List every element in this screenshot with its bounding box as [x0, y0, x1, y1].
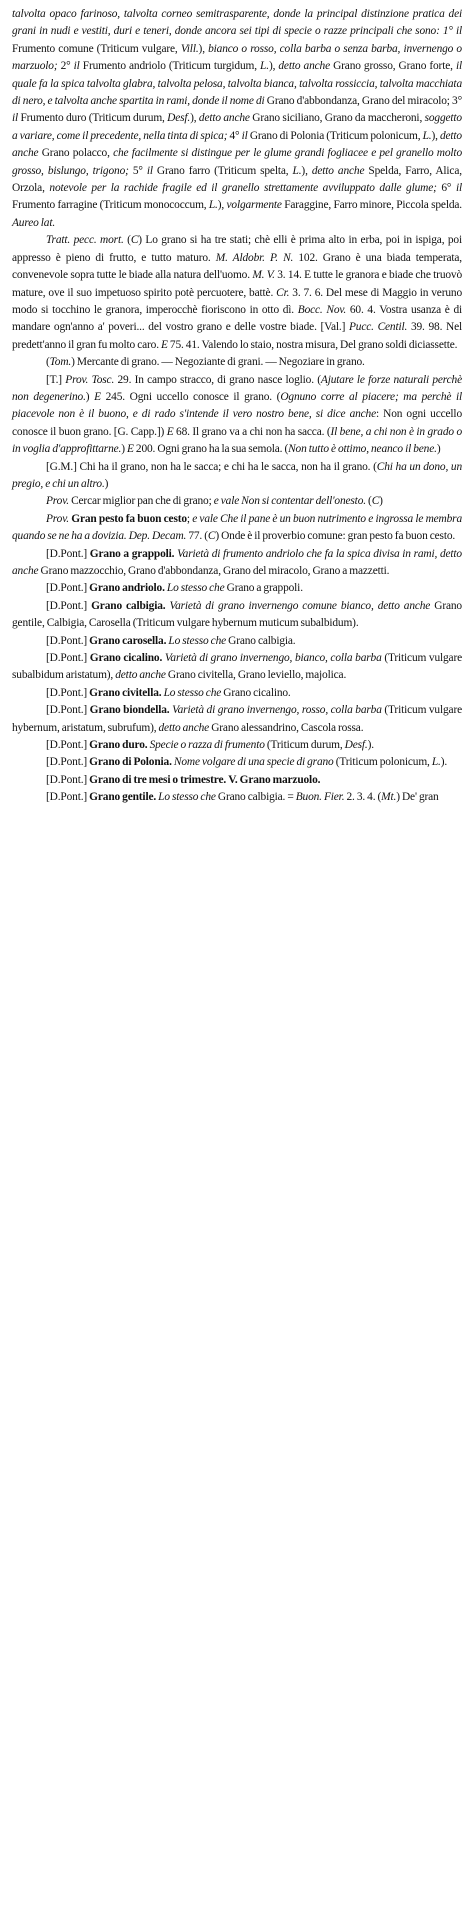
- headword: Grano civitella.: [89, 686, 162, 699]
- italic-text: Il bene, a chi non è in grado o in voglia d'approfittarne.: [12, 425, 462, 456]
- italic-text: E: [127, 443, 134, 456]
- text-run: ): [121, 443, 127, 456]
- italic-text: Non tutto è ottimo, neanco il bene.: [288, 443, 437, 456]
- text-run: [D.Pont.]: [46, 791, 90, 804]
- text-run: 102. Grano è una biada temperata, convenevole sopra tutte le biade alla natura dell'uomo.: [12, 251, 463, 282]
- text-run: Frumento comune (Triticum vulgare,: [12, 42, 181, 55]
- headword: Gran pesto fa buon cesto: [68, 512, 187, 525]
- text-run: Grano gentile, Calbigia, Carosella (Triticum vulgare hybernum muticum subalbidum).: [12, 599, 462, 630]
- text-run: Frumento duro (Triticum durum,: [20, 112, 168, 125]
- dictionary-paragraph: [12, 737, 462, 754]
- text-run: 3. 14. E tutte le granora e biade che truovò mature, ove il suo impetuoso spirito potè percuotere, battè.: [12, 269, 463, 299]
- italic-text: Prov.: [46, 495, 69, 508]
- dictionary-paragraph: [12, 511, 462, 546]
- text-run: (: [46, 356, 50, 369]
- text-run: (: [365, 495, 372, 508]
- italic-text: Specie o razza di frumento: [149, 739, 265, 752]
- text-run: Cercar miglior pan che di grano;: [68, 495, 214, 508]
- text-run: 200. Ogni grano ha la sua semola. (: [133, 443, 289, 456]
- dictionary-paragraph: [12, 633, 462, 650]
- headword: Grano marzuolo.: [239, 773, 321, 786]
- italic-text: che facilmente si distingue per le glume grandi fogliacee e pel granello molto grosso, bislungo, trigono;: [12, 147, 462, 177]
- text-run: 3. 7. 6. Del mese di Maggio in veruno modo si tocchino le granora, imperocchè fioriscono in otto dì.: [12, 286, 462, 316]
- italic-text: L.: [431, 756, 441, 769]
- text-run: 2°: [60, 60, 74, 73]
- italic-text: detto anche: [158, 721, 210, 734]
- text-run: Grano grosso, Grano forte,: [333, 60, 456, 73]
- italic-text: Aureo lat.: [12, 216, 56, 229]
- dictionary-paragraph: [12, 232, 462, 354]
- text-run: [D.Pont.]: [46, 582, 90, 595]
- dictionary-paragraph: [12, 789, 462, 806]
- italic-text: detto anche: [198, 112, 253, 125]
- text-run: 75. 41. Valendo lo staio, nostra misura, Del grano soldi diciassette.: [167, 338, 458, 351]
- text-run: 77. (: [186, 530, 208, 543]
- text-run: ): [104, 477, 109, 490]
- text-run: 60. 4. Vostra usanza è di mandare ogn'anno a' poveri... del vostro grano e delle vostre biade. [Val.]: [12, 303, 463, 334]
- text-run: Grano calbigia.: [226, 634, 296, 647]
- italic-text: Chi ha un dono, un pregio, e chi un altro.: [12, 460, 462, 490]
- text-run: Grano di Polonia (Triticum polonicum,: [249, 129, 423, 142]
- text-run: 29. In campo stracco, di grano nasce loglio. (: [114, 373, 321, 386]
- italic-text: Varietà di grano invernengo, rosso, colla barba: [172, 704, 382, 717]
- text-run: ): [379, 495, 383, 508]
- text-run: (: [123, 234, 131, 247]
- dictionary-paragraph: [12, 702, 462, 737]
- text-run: [D.Pont.]: [46, 704, 90, 717]
- headword: Grano carosella.: [89, 634, 167, 647]
- text-run: ),: [190, 112, 199, 125]
- text-run: ),: [301, 164, 312, 177]
- text-run: 2. 3. 4. (: [344, 791, 382, 804]
- text-run: [D.Pont.]: [46, 739, 90, 752]
- italic-text: E: [161, 338, 168, 351]
- italic-text: L.: [260, 60, 269, 73]
- italic-text: detto anche: [278, 60, 334, 73]
- text-run: ),: [268, 60, 279, 73]
- italic-text: Varietà di frumento andriolo che fa la spica divisa in rami, detto anche: [12, 547, 462, 577]
- text-run: 4°: [229, 129, 242, 142]
- text-run: (Triticum polonicum,: [333, 756, 432, 769]
- text-run: Grano polacco,: [41, 147, 114, 160]
- text-run: Grano farro (Triticum spelta,: [156, 164, 293, 177]
- italic-text: Lo stesso che: [163, 686, 222, 699]
- italic-text: Lo stesso che: [166, 582, 225, 595]
- italic-text: M. V.: [252, 269, 275, 282]
- italic-text: L.: [208, 199, 218, 212]
- text-run: Grano d'abbondanza, Grano del miracolo; 3°: [266, 95, 462, 108]
- text-run: 68. Il grano va a chi non ha sacca. (: [173, 425, 331, 438]
- text-run: [T.]: [46, 373, 66, 386]
- headword: Grano duro.: [89, 739, 148, 752]
- text-run: Grano a grappoli.: [224, 582, 303, 595]
- italic-text: il: [241, 129, 250, 142]
- text-run: [D.Pont.]: [46, 773, 90, 786]
- italic-text: E: [94, 390, 101, 403]
- italic-text: C: [130, 234, 139, 247]
- italic-text: Lo stesso che: [158, 791, 216, 804]
- dictionary-paragraph: [12, 754, 462, 771]
- text-run: (Triticum vulgare subalbidum aristatum),: [12, 652, 463, 682]
- headword: Grano cicalino.: [89, 652, 163, 665]
- italic-text: Prov.: [46, 512, 69, 525]
- text-run: ) Lo grano si ha tre stati; chè elli è prima alto in erba, poi in ispiga, poi appresso è pieno di frutto, e tutto maturo.: [12, 234, 462, 264]
- text-run: ): [85, 390, 95, 403]
- italic-text: Pucc. Centil.: [348, 321, 408, 334]
- dictionary-paragraph: [12, 685, 462, 702]
- text-run: ),: [217, 199, 227, 212]
- italic-text: Desf.: [344, 739, 368, 752]
- text-run: 39. 98. Nel predett'anno il gran fu molto caro.: [12, 321, 462, 351]
- italic-text: Ajutare le forze naturali perchè non degenerino.: [12, 373, 463, 403]
- headword: Grano gentile.: [89, 791, 157, 804]
- text-run: ),: [198, 42, 209, 55]
- text-run: Spelda, Farro, Alica, Orzola,: [12, 164, 462, 195]
- italic-text: Varietà di grano invernengo comune bianco, detto anche: [169, 599, 431, 612]
- dictionary-paragraph: [12, 580, 462, 597]
- text-run: [D.Pont.]: [46, 547, 90, 560]
- headword: Grano di tre mesi o trimestre.: [89, 773, 227, 786]
- text-run: Frumento andriolo (Triticum turgidum,: [82, 60, 261, 73]
- italic-text: Varietà di grano invernengo, bianco, colla barba: [164, 652, 382, 665]
- dictionary-paragraph: [12, 650, 462, 685]
- italic-text: bianco o rosso, colla barba o senza barba, invernengo o marzuolo;: [12, 42, 462, 73]
- text-run: 245. Ogni uccello conosce il grano. (: [100, 390, 281, 403]
- italic-text: Tratt. pecc. mort.: [46, 234, 124, 247]
- text-run: [D.Pont.]: [46, 756, 90, 769]
- dictionary-paragraph: [12, 493, 462, 510]
- text-run: Grano mazzocchio, Grano d'abbondanza, Grano del miracolo, Grano a mazzetti.: [38, 565, 390, 577]
- text-run: Frumento farragine (Triticum monococcum,: [12, 199, 209, 212]
- text-run: 6°: [441, 182, 456, 195]
- italic-text: Lo stesso che: [168, 634, 227, 647]
- italic-text: detto anche: [115, 669, 166, 682]
- italic-text: L.: [422, 129, 432, 142]
- italic-text: C: [207, 530, 216, 543]
- dictionary-paragraph: [12, 354, 462, 371]
- text-run: : Non ogni uccello conosce il buon grano. [G. Capp.]): [12, 408, 462, 438]
- italic-text: Prov. Tosc.: [65, 373, 115, 386]
- text-run: Grano civitella, Grano leviello, majolica.: [165, 669, 347, 682]
- italic-text: Vill.: [180, 42, 199, 55]
- text-run: Faraggine, Farro minore, Piccola spelda.: [284, 199, 462, 212]
- italic-text: e vale Che il pane è un buon nutrimento e ingrossa le membra quando se ne ha a dovizia.: [12, 512, 463, 543]
- headword: Grano calbigia.: [91, 599, 166, 612]
- dictionary-paragraph: [12, 6, 462, 232]
- text-run: (Triticum vulgare hybernum, aristatum, subrufum),: [12, 704, 462, 734]
- italic-text: C: [371, 495, 380, 508]
- italic-text: M. Aldobr. P. N.: [215, 251, 294, 264]
- italic-text: il: [73, 60, 83, 73]
- text-run: Grano siciliano, Grano da maccheroni,: [252, 112, 425, 125]
- headword: V.: [228, 773, 238, 786]
- dictionary-paragraph: [12, 546, 462, 581]
- italic-text: L.: [292, 164, 302, 177]
- italic-text: e vale Non si contentar dell'onesto.: [213, 495, 366, 508]
- text-run: [D.Pont.]: [46, 652, 90, 665]
- italic-text: Cr.: [276, 286, 290, 299]
- text-run: ): [436, 443, 441, 456]
- italic-text: volgarmente: [226, 199, 285, 212]
- italic-text: Dep. Decam.: [128, 530, 187, 543]
- text-run: ),: [431, 129, 440, 142]
- text-run: [D.Pont.]: [46, 599, 92, 612]
- italic-text: talvolta opaco farinoso, talvolta corneo semitrasparente, donde la principal distinzione pratica dei grani in nudi e vestiti, duri e teneri, donde ancora sei tipi di specie o razze principali che sono:: [12, 8, 462, 38]
- text-run: Grano alessandrino, Cascola rossa.: [209, 721, 364, 734]
- italic-text: il: [455, 182, 462, 195]
- italic-text: Ognuno corre al piacere; ma perchè il piacevole non è il buono, e di rado s'intende il vero nostro bene, si dice anche: [12, 390, 462, 421]
- italic-text: notevole per la rachide fragile ed il granello strettamente avviluppato dalle glume;: [49, 182, 442, 195]
- text-run: ) Onde è il proverbio comune: gran pesto fa buon cesto.: [215, 530, 456, 543]
- italic-text: Bocc. Nov.: [297, 303, 347, 316]
- dictionary-paragraph: [12, 772, 462, 789]
- italic-text: il quale fa la spica talvolta glabra, talvolta pelosa, talvolta bianca, talvolta rossiccia, talvolta macchiata di nero, e talvolta anche spartita in rami, donde il nome di: [12, 60, 462, 108]
- text-run: [D.Pont.]: [46, 686, 90, 699]
- text-run: 5°: [132, 164, 147, 177]
- italic-text: Tom.: [49, 356, 72, 369]
- dictionary-paragraph: [12, 598, 462, 633]
- italic-text: Mt.: [381, 791, 397, 804]
- text-run: Grano cicalino.: [221, 686, 291, 699]
- text-run: ).: [367, 739, 374, 752]
- italic-text: il: [12, 112, 21, 125]
- text-run: [G.M.] Chi ha il grano, non ha le sacca; e chi ha le sacca, non ha il grano. (: [46, 460, 377, 473]
- headword: Grano andriolo.: [89, 582, 165, 595]
- italic-text: E: [166, 425, 174, 438]
- italic-text: Buon. Fier.: [295, 791, 345, 804]
- text-run: [D.Pont.]: [46, 634, 90, 647]
- dictionary-paragraph: [12, 372, 462, 459]
- italic-text: 1° il: [442, 25, 462, 38]
- headword: Grano di Polonia.: [89, 756, 172, 769]
- text-run: ) Mercante di grano. — Negoziante di grani. — Negoziare in grano.: [71, 356, 365, 369]
- italic-text: Desf.: [167, 112, 191, 125]
- text-run: (Triticum durum,: [264, 739, 345, 752]
- headword: Grano a grappoli.: [89, 547, 175, 560]
- italic-text: detto anche: [311, 164, 369, 177]
- text-run: ;: [186, 512, 193, 525]
- text-run: ) De' gran: [396, 791, 439, 804]
- dictionary-paragraph: [12, 459, 462, 494]
- text-run: Grano calbigia. =: [215, 791, 296, 804]
- text-run: ).: [440, 756, 448, 769]
- italic-text: soggetto a variare, come il precedente, nella tinta di spica;: [12, 112, 462, 142]
- italic-text: il: [146, 164, 157, 177]
- italic-text: detto anche: [12, 129, 462, 160]
- italic-text: Nome volgare di una specie di grano: [173, 756, 334, 769]
- headword: Grano biondella.: [89, 704, 170, 717]
